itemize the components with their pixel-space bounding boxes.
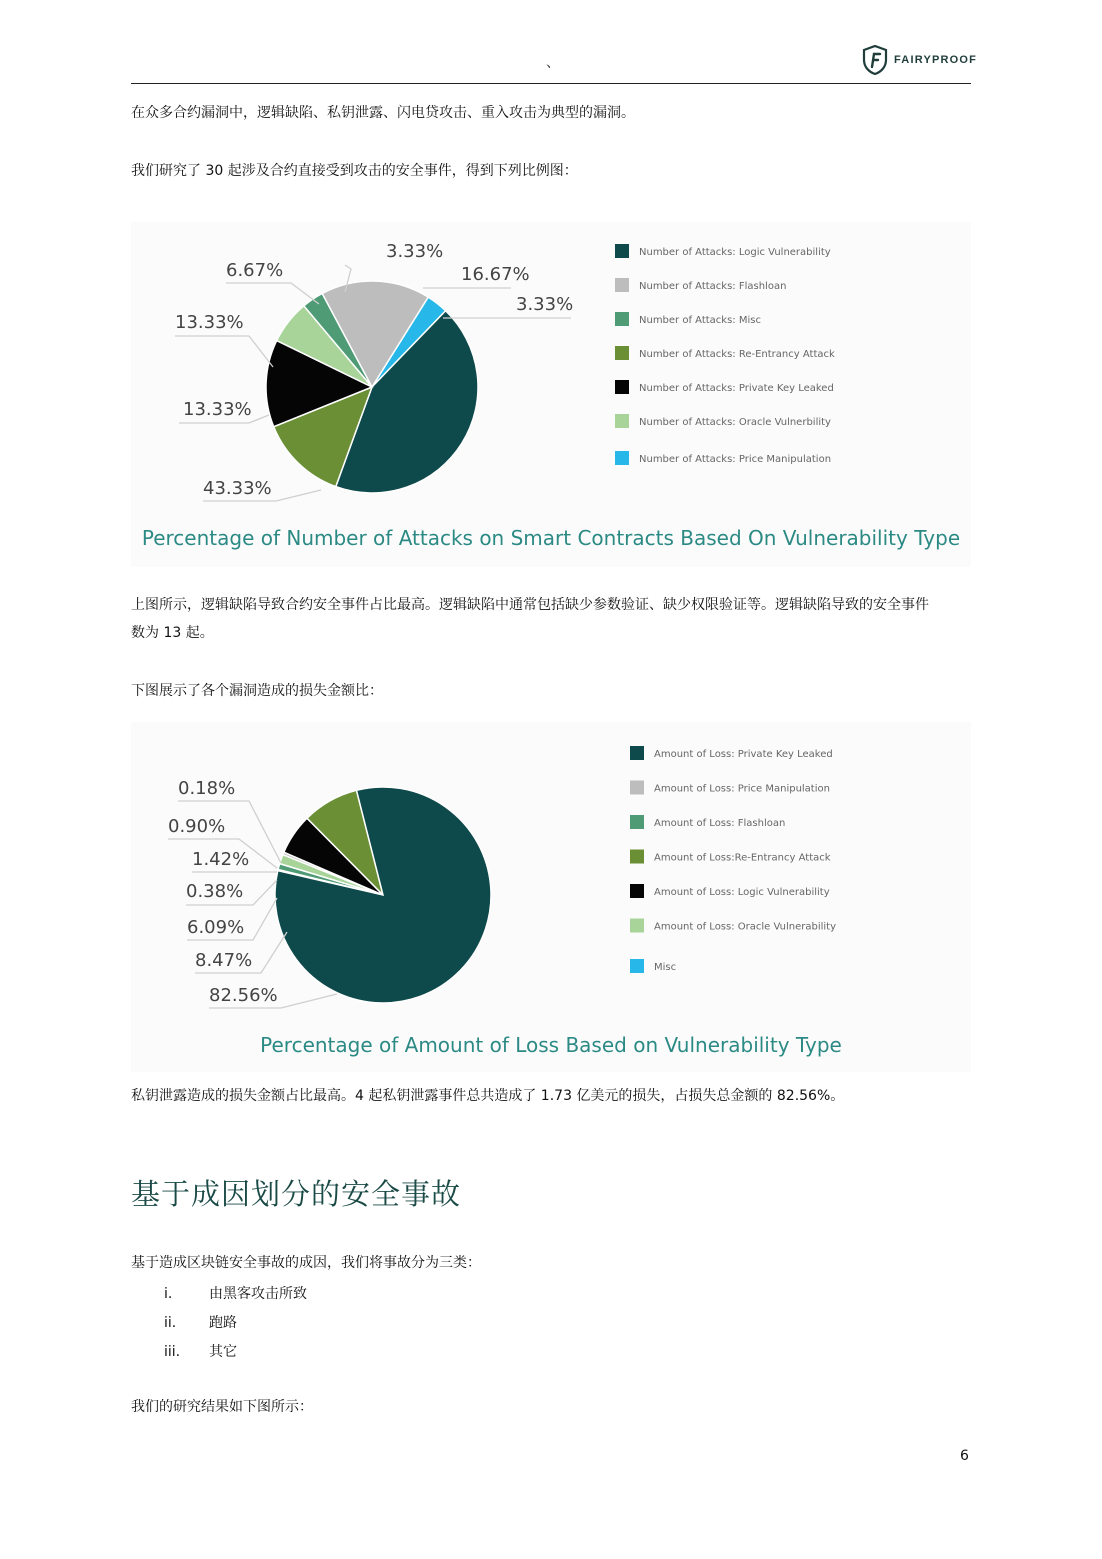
list-item-number: iii. (164, 1344, 181, 1360)
legend-entry: Number of Attacks: Oracle Vulnerbility (639, 417, 831, 428)
fairyproof-shield-icon (862, 45, 888, 75)
chart-title: Percentage of Amount of Loss Based on Vulnerability Type (260, 1033, 842, 1057)
legend-swatch (630, 746, 644, 760)
data-label: 0.38% (186, 881, 244, 902)
paragraph-1: 在众多合约漏洞中，逻辑缺陷、私钥泄露、闪电贷攻击、重入攻击为典型的漏洞。 (131, 105, 635, 121)
legend-swatch (615, 244, 629, 258)
list-item (164, 1309, 307, 1338)
list-item-text: 由黑客攻击所致 (209, 1286, 307, 1302)
legend-entry: Number of Attacks: Price Manipulation (639, 454, 832, 465)
paragraph-3a: 上图所示，逻辑缺陷导致合约安全事件占比最高。逻辑缺陷中通常包括缺少参数验证、缺少权限验证等。逻辑缺陷导致的安全事件 (131, 597, 929, 613)
loss-pie-svg (131, 722, 971, 1072)
legend-swatch (615, 278, 629, 292)
legend-entry: Amount of Loss: Flashloan (654, 818, 786, 829)
legend-swatch (615, 346, 629, 360)
data-label: 82.56% (209, 985, 278, 1006)
data-label: 1.42% (192, 849, 250, 870)
attacks-pie-svg (131, 222, 971, 567)
data-label: 43.33% (203, 478, 272, 499)
legend-swatch (615, 414, 629, 428)
paragraph-6: 基于造成区块链安全事故的成因，我们将事故分为三类： (131, 1255, 481, 1271)
legend-swatch (630, 884, 644, 898)
legend-entry: Number of Attacks: Private Key Leaked (639, 383, 834, 394)
paragraph-4: 下图展示了各个漏洞造成的损失金额比： (131, 683, 383, 699)
header-mark: 、 (546, 55, 560, 71)
section-heading: 基于成因划分的安全事故 (131, 1177, 462, 1211)
data-label: 13.33% (183, 399, 252, 420)
data-label: 13.33% (175, 312, 244, 333)
list-item-text: 跑路 (209, 1315, 237, 1331)
list-item-number: i. (164, 1286, 173, 1302)
leader-line (175, 336, 273, 367)
legend-entry: Number of Attacks: Re-Entrancy Attack (639, 349, 835, 360)
data-label: 0.18% (178, 778, 236, 799)
paragraph-7: 我们的研究结果如下图所示： (131, 1399, 313, 1415)
page-number: 6 (960, 1448, 969, 1464)
legend-swatch (615, 312, 629, 326)
cause-list (164, 1280, 307, 1367)
paragraph-2: 我们研究了 30 起涉及合约直接受到攻击的安全事件，得到下列比例图： (131, 163, 578, 179)
attacks-pie-chart (131, 222, 971, 567)
legend-swatch (630, 781, 644, 795)
legend-entry: Number of Attacks: Flashloan (639, 281, 787, 292)
legend-swatch (630, 959, 644, 973)
legend-entry: Number of Attacks: Misc (639, 315, 761, 326)
legend-entry: Amount of Loss: Logic Vulnerability (654, 887, 830, 898)
legend-entry: Number of Attacks: Logic Vulnerability (639, 247, 831, 258)
legend-swatch (615, 380, 629, 394)
paragraph-3b: 数为 13 起。 (131, 625, 214, 641)
list-item-number: ii. (164, 1315, 177, 1331)
header-rule (131, 83, 971, 84)
legend-entry: Amount of Loss: Private Key Leaked (654, 749, 833, 760)
legend-entry: Amount of Loss:Re-Entrancy Attack (654, 852, 831, 864)
legend-swatch (630, 919, 644, 933)
legend-entry: Misc (654, 962, 677, 973)
paragraph-5: 私钥泄露造成的损失金额占比最高。4 起私钥泄露事件总共造成了 1.73 亿美元的损失，占损失总金额的 82.56%。 (131, 1088, 845, 1104)
loss-pie-chart (131, 722, 971, 1072)
logo-text: FAIRYPROOF (894, 54, 978, 66)
data-label: 3.33% (516, 294, 574, 315)
leader-line (226, 283, 319, 304)
data-label: 16.67% (461, 264, 530, 285)
chart-title: Percentage of Number of Attacks on Smart Contracts Based On Vulnerability Type (141, 526, 961, 550)
data-label: 3.33% (386, 241, 444, 262)
data-label: 6.09% (187, 917, 245, 938)
list-item (164, 1338, 307, 1367)
list-item (164, 1280, 307, 1309)
data-label: 6.67% (226, 260, 284, 281)
legend-swatch (630, 815, 644, 829)
fairyproof-logo (862, 45, 977, 75)
legend-entry: Amount of Loss: Oracle Vulnerability (654, 921, 837, 933)
data-label: 8.47% (195, 950, 253, 971)
legend-swatch (630, 850, 644, 864)
data-label: 0.90% (168, 816, 226, 837)
list-item-text: 其它 (209, 1344, 237, 1360)
legend-entry: Amount of Loss: Price Manipulation (654, 783, 830, 795)
legend-swatch (615, 451, 629, 465)
